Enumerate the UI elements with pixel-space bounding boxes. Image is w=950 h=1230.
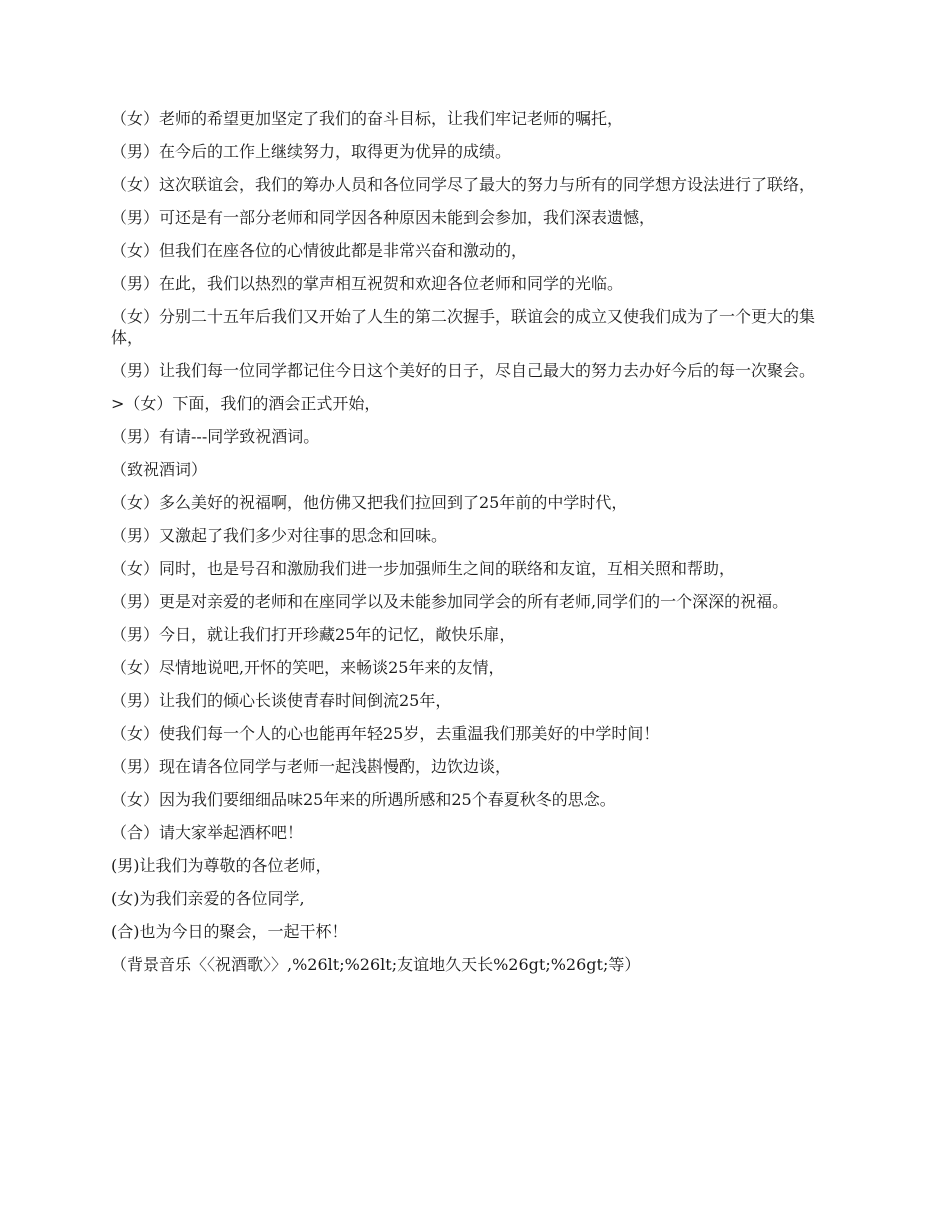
paragraph-18: （男）让我们的倾心长谈使青春时间倒流25年， <box>111 691 452 710</box>
paragraph-20: （男）现在请各位同学与老师一起浅斟慢酌，边饮边谈， <box>111 757 512 776</box>
paragraph-11: （致祝酒词） <box>111 460 208 479</box>
paragraph-2: （男）在今后的工作上继续努力，取得更为优异的成绩。 <box>111 142 512 161</box>
document-body <box>111 108 841 987</box>
paragraph-10: （男）有请---同学致祝酒词。 <box>111 427 320 446</box>
paragraph-23: (男)让我们为尊敬的各位老师， <box>111 856 332 875</box>
paragraph-21: （女）因为我们要细细品味25年来的所遇所感和25个春夏秋冬的思念。 <box>111 790 616 809</box>
paragraph-19: （女）使我们每一个人的心也能再年轻25岁，去重温我们那美好的中学时间！ <box>111 724 660 743</box>
paragraph-25: (合)也为今日的聚会，一起干杯！ <box>111 922 348 941</box>
paragraph-8: （男）让我们每一位同学都记住今日这个美好的日子，尽自己最大的努力去办好今后的每一次聚会。 <box>111 361 816 380</box>
paragraph-26: （背景音乐〈〈祝酒歌〉〉,%26lt;%26lt;友谊地久天长%26gt;%26gt;等） <box>111 955 641 974</box>
paragraph-9: >（女）下面，我们的酒会正式开始， <box>111 394 381 413</box>
paragraph-12: （女）多么美好的祝福啊，他仿佛又把我们拉回到了25年前的中学时代， <box>111 493 628 512</box>
paragraph-13: （男）又激起了我们多少对往事的思念和回味。 <box>111 526 448 545</box>
paragraph-15: （男）更是对亲爱的老师和在座同学以及未能参加同学会的所有老师,同学们的一个深深的祝福。 <box>111 592 789 611</box>
paragraph-22: （合）请大家举起酒杯吧！ <box>111 823 304 842</box>
paragraph-5: （女）但我们在座各位的心情彼此都是非常兴奋和激动的， <box>111 241 528 260</box>
paragraph-4: （男）可还是有一部分老师和同学因各种原因未能到会参加，我们深表遗憾， <box>111 208 656 227</box>
paragraph-16: （男）今日，就让我们打开珍藏25年的记忆，敞快乐扉， <box>111 625 516 644</box>
paragraph-17: （女）尽情地说吧,开怀的笑吧，来畅谈25年来的友情， <box>111 658 505 677</box>
paragraph-1: （女）老师的希望更加坚定了我们的奋斗目标，让我们牢记老师的嘱托， <box>111 109 624 128</box>
paragraph-24: (女)为我们亲爱的各位同学, <box>111 889 305 908</box>
paragraph-7: （女）分别二十五年后我们又开始了人生的第二次握手，联谊会的成立又使我们成为了一个更大的集体， <box>111 307 816 347</box>
paragraph-14: （女）同时，也是号召和激励我们进一步加强师生之间的联络和友谊，互相关照和帮助， <box>111 559 736 578</box>
paragraph-6: （男）在此，我们以热烈的掌声相互祝贺和欢迎各位老师和同学的光临。 <box>111 274 624 293</box>
paragraph-3: （女）这次联谊会，我们的筹办人员和各位同学尽了最大的努力与所有的同学想方设法进行了联络， <box>111 175 816 194</box>
